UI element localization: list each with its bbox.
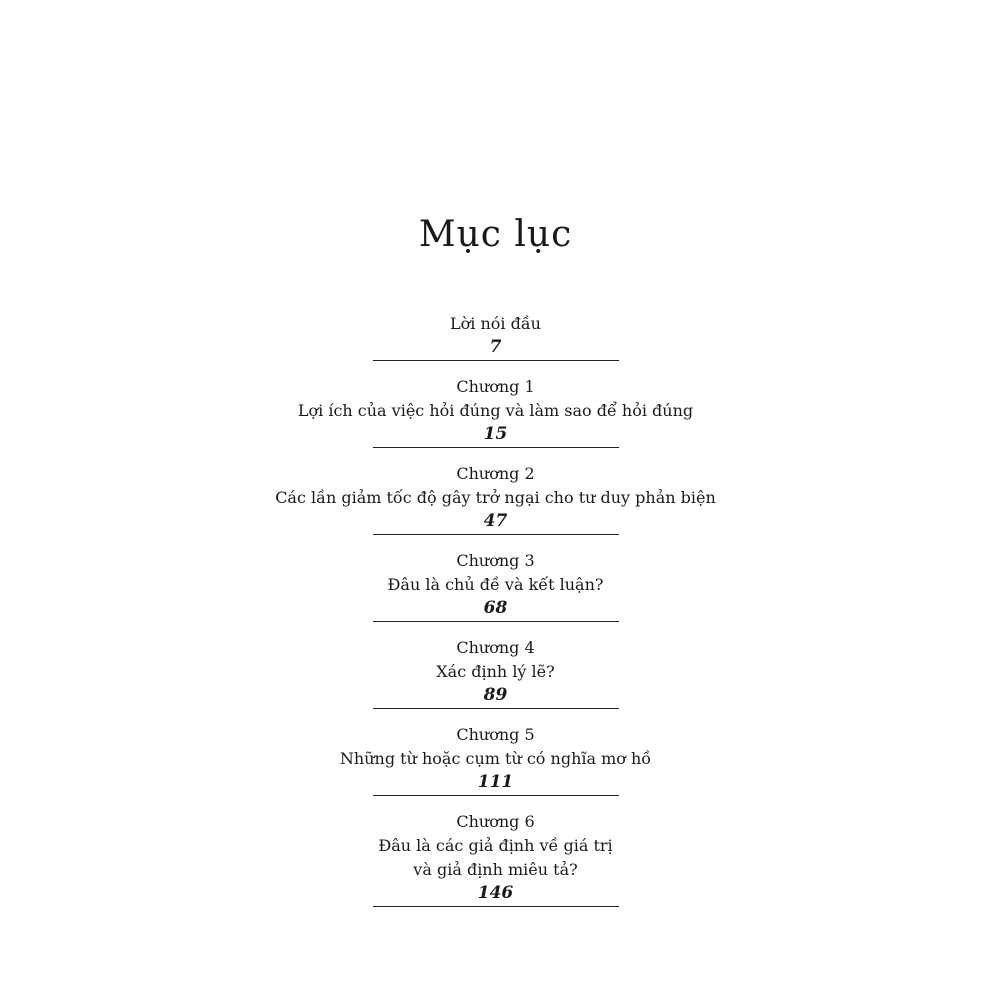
toc-divider [373, 708, 619, 709]
toc-entry-title: Những từ hoặc cụm từ có nghĩa mơ hồ [339, 749, 652, 768]
toc-divider [373, 360, 619, 361]
toc-entry-chapter-6 [0, 810, 991, 907]
toc-entry-chapter-5 [0, 723, 991, 796]
toc-divider [373, 534, 619, 535]
toc-list [0, 312, 991, 907]
toc-entry-chapter-1 [0, 375, 991, 448]
toc-entry-preface [0, 312, 991, 361]
toc-page-number: 15 [483, 424, 508, 444]
toc-entry-title: Lời nói đầu [450, 314, 541, 333]
toc-chapter-label: Chương 3 [456, 551, 535, 570]
page-title: Mục lục [418, 214, 573, 255]
toc-chapter-label: Chương 2 [456, 464, 535, 483]
toc-divider [373, 795, 619, 796]
toc-chapter-label: Chương 6 [456, 812, 535, 831]
toc-chapter-label: Chương 4 [456, 638, 535, 657]
toc-entry-chapter-2 [0, 462, 991, 535]
toc-page-number: 111 [477, 772, 514, 792]
toc-entry-title: Các lần giảm tốc độ gây trở ngại cho tư duy phản biện [275, 488, 716, 507]
toc-page-number: 146 [477, 883, 514, 903]
toc-chapter-label: Chương 1 [456, 377, 535, 396]
toc-entry-title: Lợi ích của việc hỏi đúng và làm sao để hỏi đúng [297, 401, 694, 420]
toc-entry-title-continued: và giả định miêu tả? [413, 860, 578, 879]
toc-entry-title: Đâu là các giả định về giá trị [378, 836, 613, 855]
toc-divider [373, 447, 619, 448]
toc-entry-chapter-3 [0, 549, 991, 622]
toc-divider [373, 621, 619, 622]
toc-page-number: 68 [483, 598, 508, 618]
toc-entry-title: Xác định lý lẽ? [436, 662, 555, 681]
toc-page-number: 7 [489, 337, 502, 357]
toc-page-number: 89 [483, 685, 508, 705]
toc-entry-chapter-4 [0, 636, 991, 709]
toc-entry-title: Đâu là chủ đề và kết luận? [387, 575, 604, 594]
toc-page-number: 47 [483, 511, 508, 531]
toc-divider [373, 906, 619, 907]
toc-chapter-label: Chương 5 [456, 725, 535, 744]
